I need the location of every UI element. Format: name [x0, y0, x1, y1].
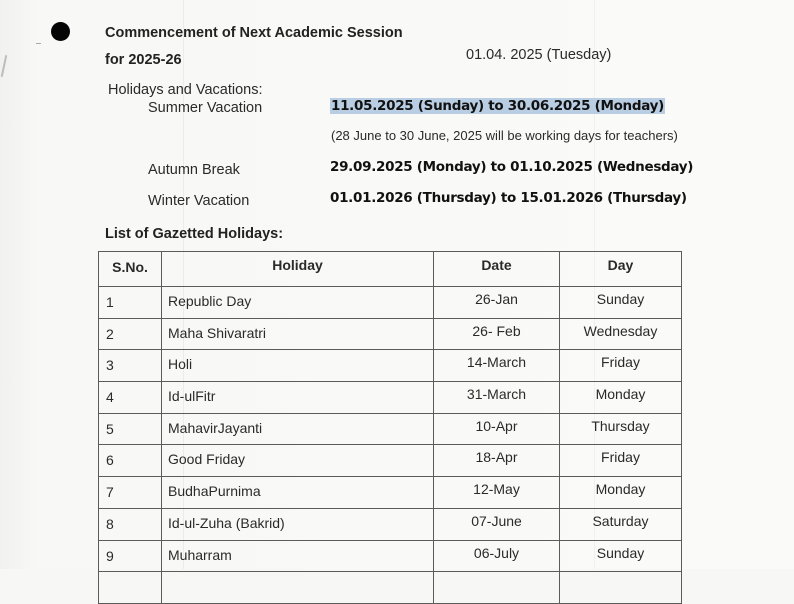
cell-sno: 8 [99, 508, 162, 540]
cell-date: 31-March [434, 382, 560, 414]
scan-mark [36, 43, 41, 44]
summer-vacation-note: (28 June to 30 June, 2025 will be working days for teachers) [331, 128, 678, 143]
cell-date: 10-Apr [434, 413, 560, 445]
cell-date: 18-Apr [434, 445, 560, 477]
cell-holiday: BudhaPurnima [162, 477, 434, 509]
cell-holiday: Good Friday [162, 445, 434, 477]
cell-day: Monday [560, 382, 682, 414]
cell-date: 26-Jan [434, 287, 560, 319]
summer-vacation-label: Summer Vacation [148, 100, 263, 116]
cell-date: 07-June [434, 508, 560, 540]
gazetted-holidays-title: List of Gazetted Holidays: [105, 226, 284, 242]
table-row [99, 287, 682, 319]
table-row [99, 413, 682, 445]
cell-holiday: Id-ul-Zuha (Bakrid) [162, 508, 434, 540]
cell-day: Sunday [560, 287, 682, 319]
gazetted-holidays-table [98, 251, 682, 604]
header-sno: S.No. [99, 252, 162, 287]
header-date: Date [434, 252, 560, 287]
vacations-title: Holidays and Vacations: [108, 82, 263, 98]
cell-sno: 9 [99, 540, 162, 572]
cell-holiday: Holi [162, 350, 434, 382]
autumn-break-label: Autumn Break [148, 162, 240, 178]
table-row [99, 382, 682, 414]
cell-sno: 3 [99, 350, 162, 382]
commencement-date: 01.04. 2025 (Tuesday) [466, 47, 612, 63]
cell-date: 12-May [434, 477, 560, 509]
table-row [99, 540, 682, 572]
cell-sno: 5 [99, 413, 162, 445]
table-row [99, 477, 682, 509]
cell-day: Saturday [560, 508, 682, 540]
cell-sno: 7 [99, 477, 162, 509]
table-row [99, 350, 682, 382]
cell-holiday: MahavirJayanti [162, 413, 434, 445]
cell-day: Sunday [560, 540, 682, 572]
cell-holiday: Id-ulFitr [162, 382, 434, 414]
cell-holiday: Maha Shivaratri [162, 318, 434, 350]
cell-day: Friday [560, 445, 682, 477]
cell-date: 14-March [434, 350, 560, 382]
session-year: for 2025-26 [105, 52, 182, 68]
session-heading: Commencement of Next Academic Session [105, 25, 403, 41]
table-row [99, 508, 682, 540]
bullet-icon [51, 22, 70, 41]
cell-holiday: Muharram [162, 540, 434, 572]
winter-vacation-dates: 01.01.2026 (Thursday) to 15.01.2026 (Thursday) [330, 190, 687, 206]
cell-day: Monday [560, 477, 682, 509]
summer-vacation-dates[interactable] [330, 98, 665, 114]
winter-vacation-label: Winter Vacation [148, 193, 250, 209]
cell-sno: 6 [99, 445, 162, 477]
cell-sno: 2 [99, 318, 162, 350]
cell-sno: 1 [99, 287, 162, 319]
cell-day: Friday [560, 350, 682, 382]
header-day: Day [560, 252, 682, 287]
table-header-row [99, 252, 682, 287]
cell-sno: 4 [99, 382, 162, 414]
table-row [99, 318, 682, 350]
cell-date: 26- Feb [434, 318, 560, 350]
selected-text[interactable]: 11.05.2025 (Sunday) to 30.06.2025 (Monday) [331, 98, 664, 114]
cell-holiday: Republic Day [162, 287, 434, 319]
cell-day: Wednesday [560, 318, 682, 350]
table-row [99, 445, 682, 477]
header-holiday: Holiday [162, 252, 434, 287]
autumn-break-dates: 29.09.2025 (Monday) to 01.10.2025 (Wednesday) [330, 159, 694, 175]
scan-mark [1, 55, 8, 77]
table-row-partial [99, 572, 682, 604]
cell-date: 06-July [434, 540, 560, 572]
cell-day: Thursday [560, 413, 682, 445]
